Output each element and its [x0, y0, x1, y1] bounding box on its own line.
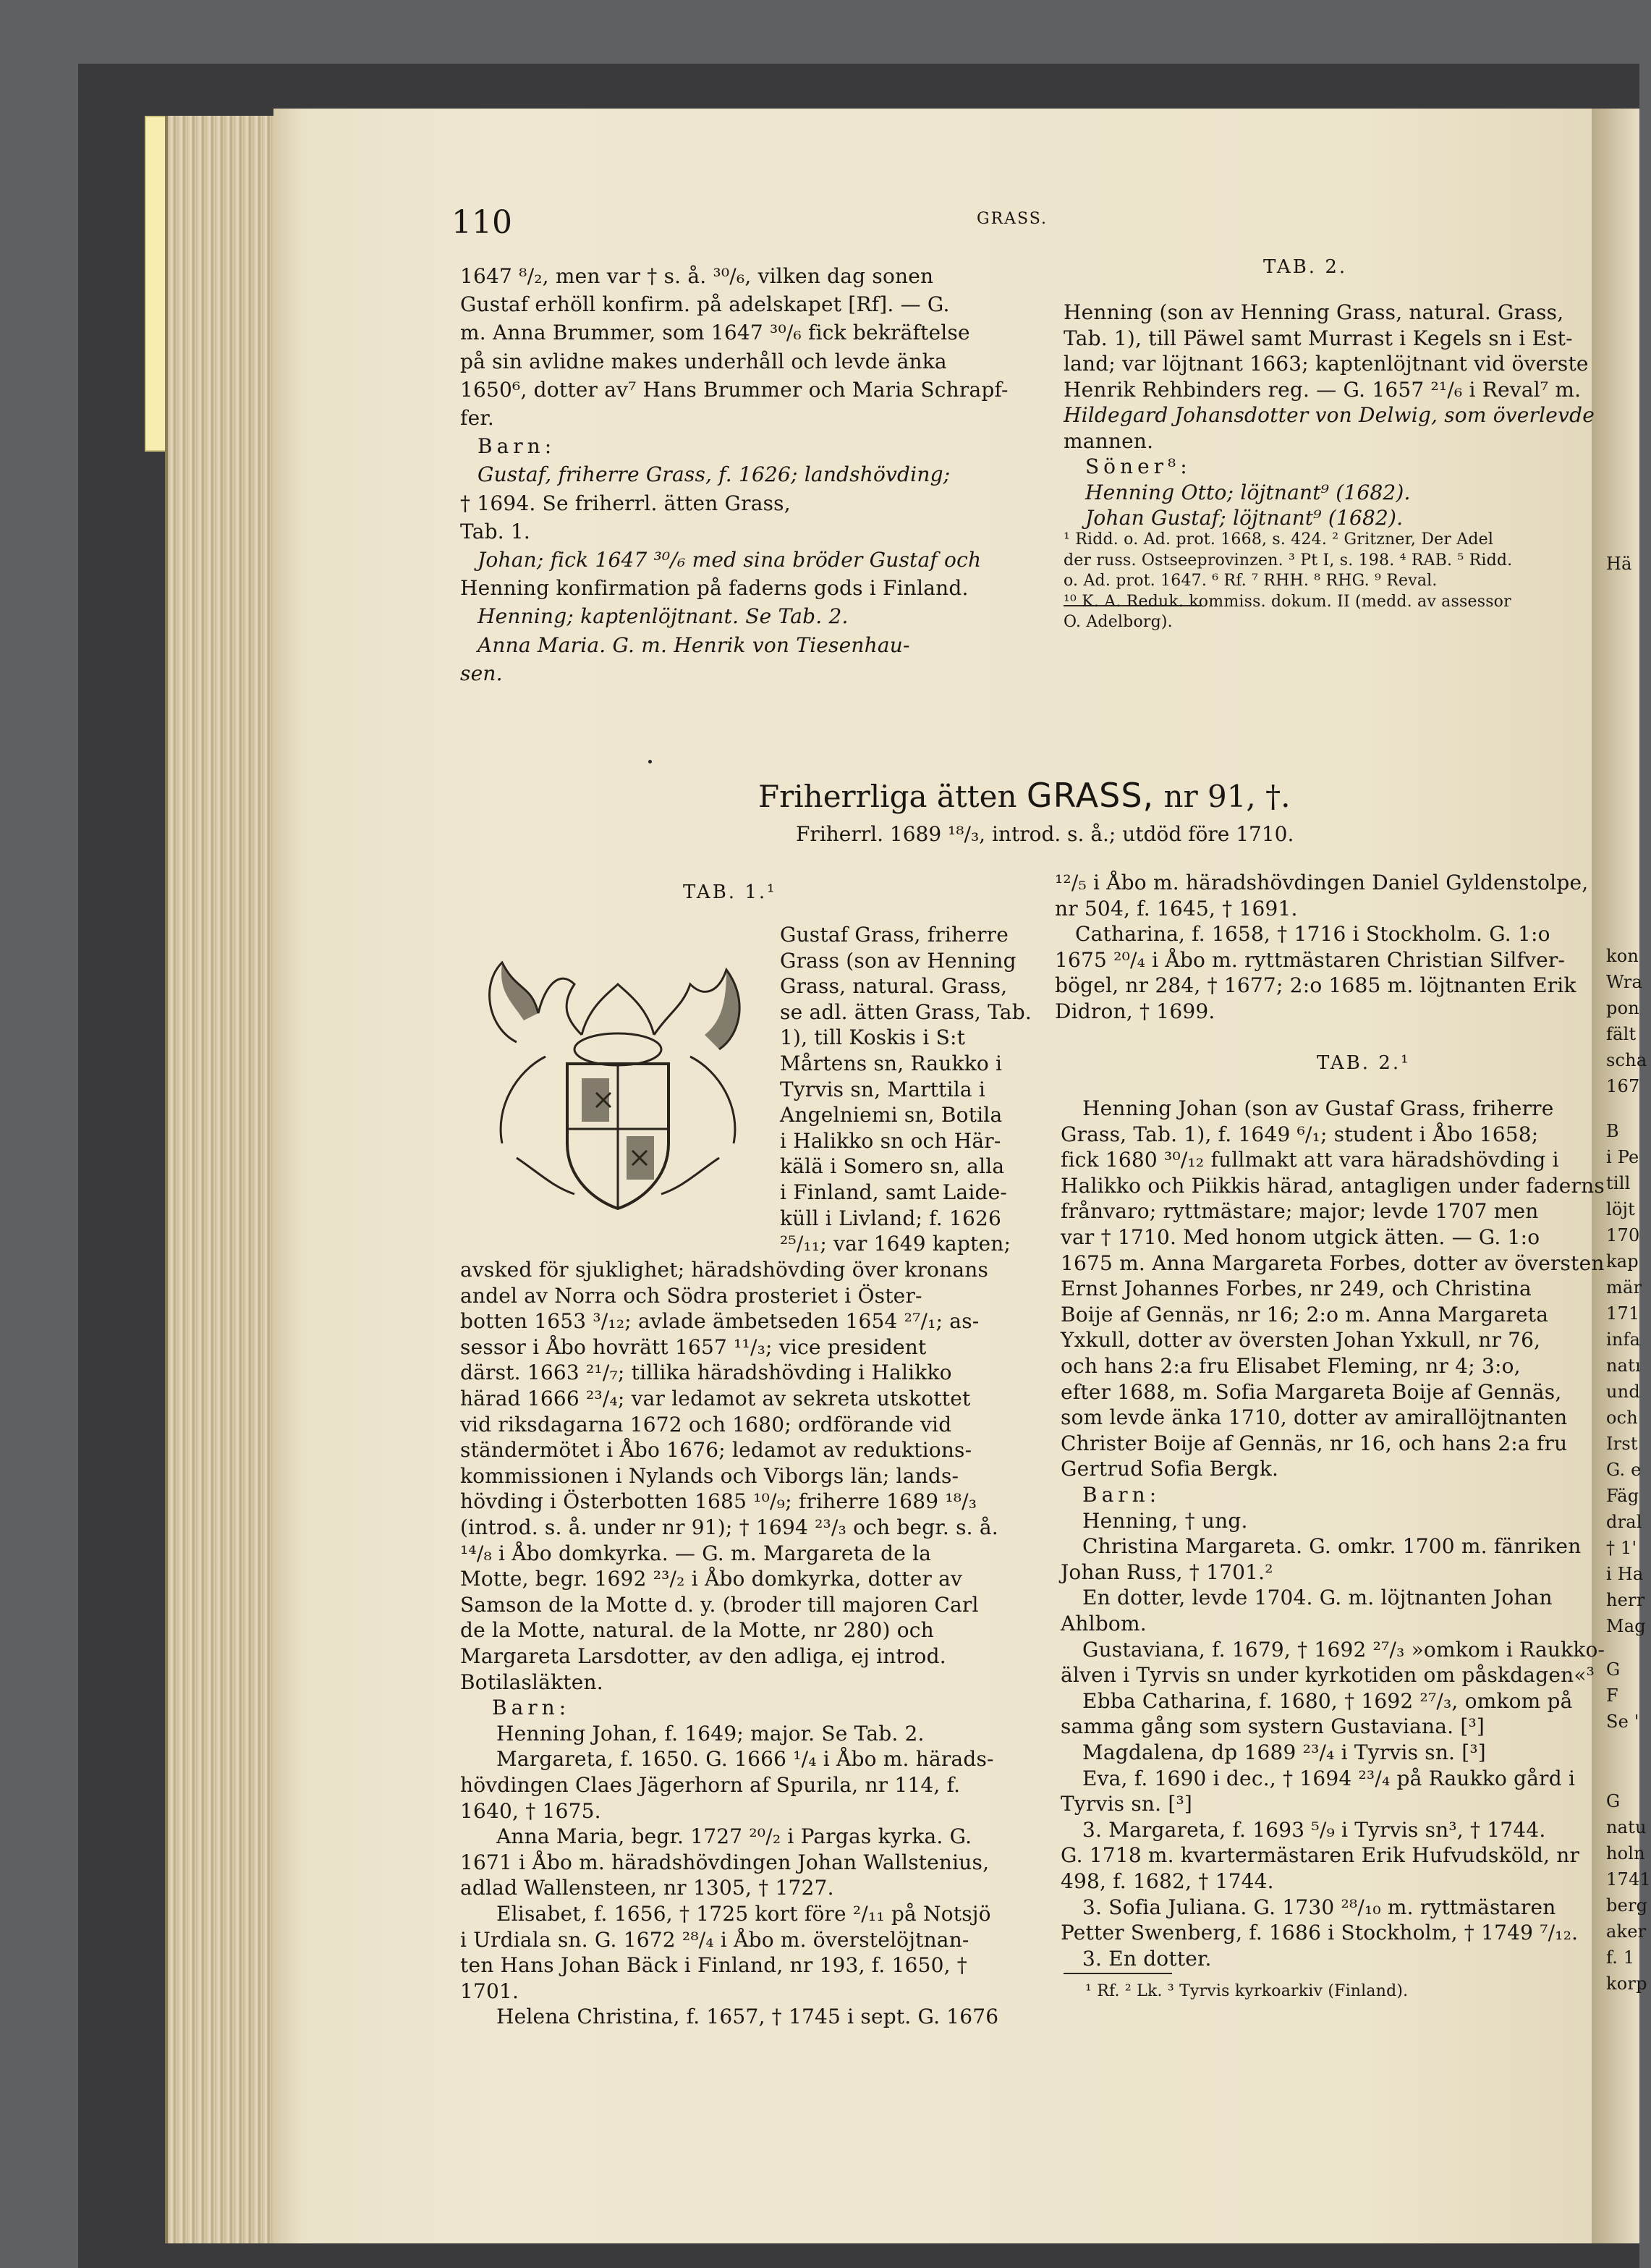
next-page-fragment: natı [1606, 1355, 1641, 1376]
right-main-line: Ebba Catharina, f. 1680, † 1692 ²⁷/₃, omkom på [1082, 1688, 1573, 1713]
footnote-line: ¹⁰ K. A. Reduk. kommiss. dokum. II (medd. av assessor [1064, 592, 1511, 611]
left-main-line: Margareta, f. 1650. G. 1666 ¹/₄ i Åbo m. härads- [496, 1747, 994, 1772]
left-main-line: avsked för sjuklighet; häradshövding över kronans [460, 1258, 989, 1282]
left-top-line: Gustaf, friherre Grass, f. 1626; landshövding; [478, 462, 951, 487]
left-top-line: † 1694. Se friherrl. ätten Grass, [460, 491, 791, 515]
family-subtitle: Friherrl. 1689 ¹⁸/₃, introd. s. å.; utdöd före 1710. [796, 822, 1294, 846]
next-page-fragment: 1741 [1606, 1869, 1651, 1890]
right-main-line: Christina Margareta. G. omkr. 1700 m. fänriken [1082, 1534, 1582, 1559]
beside-coa-line: Grass, natural. Grass, [780, 974, 1008, 999]
right-main-line: Ernst Johannes Forbes, nr 249, och Christina [1061, 1277, 1532, 1301]
next-page-fragment: löjt [1606, 1199, 1636, 1219]
next-page-fragment: till [1606, 1173, 1631, 1193]
next-page-fragment: G. e [1606, 1460, 1642, 1480]
next-page-fragment: † 1' [1606, 1538, 1637, 1558]
left-main-line: Samson de la Motte d. y. (broder till majoren Carl [460, 1592, 979, 1617]
left-top-line: fer. [460, 406, 494, 430]
right-main-top-line: 1675 ²⁰/₄ i Åbo m. ryttmästaren Christian Silfver- [1055, 947, 1566, 972]
tab-2-heading: TAB. 2. [1263, 256, 1348, 278]
right-top-line: Tab. 1), till Päwel samt Murrast i Kegels sn i Est- [1064, 326, 1573, 350]
left-main-line: Barn: [492, 1696, 571, 1720]
left-main-line: ständermötet i Åbo 1676; ledamot av reduktions- [460, 1438, 972, 1463]
left-top-line: m. Anna Brummer, som 1647 ³⁰/₆ fick bekräftelse [460, 321, 970, 345]
left-top-line: Johan; fick 1647 ³⁰/₆ med sina bröder Gustaf och [478, 548, 982, 572]
right-main-line: 3. En dotter. [1082, 1946, 1212, 1971]
next-page-fragment: i Ha [1606, 1564, 1644, 1584]
footnote-line: der russ. Ostseeprovinzen. ³ Pt I, s. 198. ⁴ RAB. ⁵ Ridd. [1064, 551, 1513, 570]
left-main-line: adlad Wallensteen, nr 1305, † 1727. [460, 1876, 834, 1900]
next-page-fragment: 170 [1606, 1225, 1640, 1245]
next-page-fragment: dral [1606, 1512, 1642, 1532]
beside-coa-line: 1), till Koskis i S:t [780, 1025, 966, 1050]
next-page-fragment: G [1606, 1659, 1621, 1680]
next-page-fragment: natu [1606, 1817, 1647, 1837]
right-main-line: Ahlbom. [1061, 1612, 1147, 1636]
left-main-line: Botilasläkten. [460, 1670, 603, 1694]
left-main-line: ten Hans Johan Bäck i Finland, nr 193, f. 1650, † [460, 1953, 967, 1978]
next-page-fragment: kon [1606, 946, 1639, 966]
left-main-line: härad 1666 ²³/₄; var ledamot av sekreta utskottet [460, 1387, 971, 1410]
right-main-line: 3. Sofia Juliana. G. 1730 ²⁸/₁₀ m. ryttmästaren [1082, 1895, 1556, 1919]
next-page-fragment: F [1606, 1685, 1618, 1706]
next-page-fragment: fält [1606, 1024, 1637, 1044]
right-main-line: Johan Russ, † 1701.² [1061, 1560, 1273, 1584]
right-main-top-line: Catharina, f. 1658, † 1716 i Stockholm. G. 1:o [1075, 922, 1550, 947]
right-top-line: Henning Otto; löjtnant⁹ (1682). [1085, 480, 1411, 504]
left-main-line: Margareta Larsdotter, av den adliga, ej introd. [460, 1644, 946, 1668]
beside-coa-line: Gustaf Grass, friherre [780, 923, 1009, 947]
beside-coa-line: küll i Livland; f. 1626 [780, 1206, 1001, 1230]
right-main-line: efter 1688, m. Sofia Margareta Boije af Gennäs, [1061, 1379, 1562, 1404]
right-main-line: Petter Swenberg, f. 1686 i Stockholm, † 1749 ⁷/₁₂. [1061, 1921, 1579, 1945]
right-main-line: Barn: [1082, 1483, 1161, 1507]
left-top-line: Henning; kaptenlöjtnant. Se Tab. 2. [478, 604, 849, 629]
tab-1-heading: TAB. 1.¹ [683, 881, 777, 903]
footnote-line: O. Adelborg). [1064, 613, 1173, 631]
left-top-line: sen. [460, 661, 503, 685]
left-main-line: Elisabet, f. 1656, † 1725 kort före ²/₁₁ på Notsjö [496, 1902, 991, 1926]
left-main-line: kommissionen i Nylands och Viborgs län; lands- [460, 1463, 959, 1488]
left-main-line: Anna Maria, begr. 1727 ²⁰/₂ i Pargas kyrka. G. [496, 1824, 972, 1849]
beside-coa-line: kälä i Somero sn, alla [780, 1154, 1005, 1179]
right-main-line: G. 1718 m. kvartermästaren Erik Hufvudsköld, nr [1061, 1843, 1580, 1868]
left-top-line: Henning konfirmation på faderns gods i Finland. [460, 576, 969, 601]
right-top-line: land; var löjtnant 1663; kaptenlöjtnant vid överste [1064, 352, 1589, 376]
right-main-line: Eva, f. 1690 i dec., † 1694 ²³/₄ på Raukko gård i [1082, 1766, 1576, 1790]
next-page-fragment: korp [1606, 1973, 1647, 1994]
right-main-top-line: Didron, † 1699. [1055, 999, 1215, 1023]
next-page-fragment: aker [1606, 1921, 1647, 1942]
next-page-fragment: scha [1606, 1050, 1647, 1070]
right-top-line: Hildegard Johansdotter von Delwig, som överlevde [1064, 403, 1595, 427]
next-page-fragment: holn [1606, 1843, 1645, 1863]
next-page-fragment: pon [1606, 998, 1639, 1018]
right-main-line: Henning, † ung. [1082, 1508, 1248, 1533]
right-main-line: Grass, Tab. 1), f. 1649 ⁶/₁; student i Åbo 1658; [1061, 1122, 1539, 1146]
beside-coa-line: ²⁵/₁₁; var 1649 kapten; [780, 1232, 1011, 1256]
left-top-line: 1650⁶, dotter av⁷ Hans Brummer och Maria Schrapf- [460, 377, 1009, 402]
right-main-line: och hans 2:a fru Elisabet Fleming, nr 4; 3:o, [1061, 1354, 1521, 1378]
left-main-line: 1701. [460, 1979, 519, 2003]
next-page-fragment: berg [1606, 1895, 1648, 1916]
next-page-fragment: f. 1 [1606, 1947, 1635, 1968]
right-main-line: Yxkull, dotter av översten Johan Yxkull, nr 76, [1061, 1328, 1541, 1353]
right-main-line: som levde änka 1710, dotter av amirallöjtnanten [1061, 1405, 1568, 1430]
right-main-top-line: nr 504, f. 1645, † 1691. [1055, 896, 1298, 921]
family-title-suffix: nr 91, †. [1163, 779, 1291, 814]
left-top-line: Barn: [478, 434, 556, 459]
running-head: GRASS. [977, 210, 1048, 228]
right-main-line: Gustaviana, f. 1679, † 1692 ²⁷/₃ »omkom i Raukko- [1082, 1637, 1605, 1662]
right-main-top-line: ¹²/₅ i Åbo m. häradshövdingen Daniel Gyldenstolpe, [1055, 871, 1589, 894]
footnote-rule-bottom [1064, 1973, 1172, 1974]
next-page-fragment: Irst [1606, 1434, 1638, 1454]
left-main-line: (introd. s. å. under nr 91); † 1694 ²³/₃ och begr. s. å. [460, 1515, 998, 1539]
left-main-line: sessor i Åbo hovrätt 1657 ¹¹/₃; vice president [460, 1334, 927, 1359]
beside-coa-line: se adl. ätten Grass, Tab. [780, 999, 1032, 1024]
next-page-fragment: Wra [1606, 972, 1642, 992]
page-number: 110 [451, 204, 512, 241]
next-page-fragment: 171 [1606, 1303, 1640, 1324]
next-page-fragment: mär [1606, 1277, 1642, 1298]
coat-of-arms-icon [473, 941, 763, 1230]
next-page-fragment: kap [1606, 1251, 1639, 1271]
left-main-line: vid riksdagarna 1672 och 1680; ordförande vid [460, 1412, 952, 1436]
beside-coa-line: Angelniemi sn, Botila [780, 1103, 1003, 1127]
right-top-line: mannen. [1064, 428, 1154, 453]
beside-coa-line: i Finland, samt Laide- [780, 1180, 1008, 1204]
left-main-line: ¹⁴/₈ i Åbo domkyrka. — G. m. Margareta de la [460, 1541, 932, 1565]
right-top-line: Henning (son av Henning Grass, natural. Grass, [1064, 300, 1564, 324]
left-main-line: hövdingen Claes Jägerhorn af Spurila, nr 114, f. [460, 1773, 961, 1797]
left-main-line: 1671 i Åbo m. häradshövdingen Johan Wallstenius, [460, 1850, 990, 1874]
next-page-fragment: 167 [1606, 1076, 1640, 1096]
left-top-line: Tab. 1. [460, 519, 531, 543]
left-main-line: 1640, † 1675. [460, 1798, 601, 1823]
right-main-line: samma gång som systern Gustaviana. [³] [1061, 1714, 1485, 1739]
left-main-line: Helena Christina, f. 1657, † 1745 i sept. G. 1676 [496, 2005, 999, 2029]
beside-coa-line: Grass (son av Henning [780, 948, 1017, 973]
next-page-fragment: und [1606, 1381, 1640, 1402]
left-top-line: Anna Maria. G. m. Henrik von Tiesenhau- [478, 632, 910, 657]
stray-dot [648, 760, 652, 763]
right-main-line: En dotter, levde 1704. G. m. löjtnanten Johan [1082, 1586, 1553, 1610]
right-main-line: Gertrud Sofia Bergk. [1061, 1457, 1279, 1481]
right-top-line: Söner⁸: [1085, 454, 1192, 478]
right-main-line: Tyrvis sn. [³] [1061, 1792, 1192, 1816]
left-main-line: i Urdiala sn. G. 1672 ²⁸/₄ i Åbo m. överstelöjtnan- [460, 1927, 969, 1952]
beside-coa-line: i Halikko sn och Här- [780, 1128, 1001, 1153]
footnote-line: o. Ad. prot. 1647. ⁶ Rf. ⁷ RHH. ⁸ RHG. ⁹ Reval. [1064, 572, 1438, 590]
left-main-line: de la Motte, natural. de la Motte, nr 280) och [460, 1618, 934, 1643]
left-top-line: 1647 ⁸/₂, men var † s. å. ³⁰/₆, vilken dag sonen [460, 264, 934, 288]
beside-coa-line: Mårtens sn, Raukko i [780, 1052, 1003, 1075]
right-main-line: var † 1710. Med honom utgick ätten. — G. 1:o [1061, 1225, 1540, 1249]
right-main-line: Boije af Gennäs, nr 16; 2:o m. Anna Margareta [1061, 1302, 1549, 1326]
right-main-line: fick 1680 ³⁰/₁₂ fullmakt att vara häradshövding i [1061, 1148, 1559, 1172]
left-main-line: Motte, begr. 1692 ²³/₂ i Åbo domkyrka, dotter av [460, 1567, 963, 1591]
right-main-line: 1675 m. Anna Margareta Forbes, dotter av översten [1061, 1251, 1605, 1275]
next-page-fragment: G [1606, 1791, 1621, 1811]
family-title-prefix: Friherrliga ätten [758, 779, 1017, 814]
left-main-line: därst. 1663 ²¹/₇; tillika häradshövding i Halikko [460, 1361, 952, 1385]
page-edges [165, 116, 291, 2243]
left-main-line: Henning Johan, f. 1649; major. Se Tab. 2. [496, 1721, 925, 1746]
tab-2-main-heading: TAB. 2.¹ [1317, 1052, 1411, 1074]
right-main-line: 498, f. 1682, † 1744. [1061, 1869, 1274, 1893]
next-page-fragment: Se ' [1606, 1711, 1639, 1732]
right-main-line: Henning Johan (son av Gustaf Grass, friherre [1082, 1096, 1554, 1120]
family-title-name: GRASS, [1026, 776, 1155, 815]
footnote-line: ¹ Ridd. o. Ad. prot. 1668, s. 424. ² Gritzner, Der Adel [1064, 530, 1494, 549]
next-page-fragment: i Pe [1606, 1147, 1639, 1167]
left-top-line: Gustaf erhöll konfirm. på adelskapet [Rf]. — G. [460, 292, 950, 317]
right-main-line: Halikko och Piikkis härad, antagligen under faderns [1061, 1173, 1605, 1198]
bottom-footnote: ¹ Rf. ² Lk. ³ Tyrvis kyrkoarkiv (Finland). [1085, 1982, 1409, 2000]
next-page-fragment: herr [1606, 1590, 1645, 1610]
right-main-line: Christer Boije af Gennäs, nr 16, och hans 2:a fru [1061, 1431, 1568, 1455]
next-page-fragment: och [1606, 1408, 1638, 1428]
beside-coa-line: Tyrvis sn, Marttila i [780, 1077, 986, 1101]
left-main-line: andel av Norra och Södra prosteriet i Öster- [460, 1283, 922, 1308]
right-main-line: älven i Tyrvis sn under kyrkotiden om påskdagen«³ [1061, 1663, 1595, 1688]
next-page-fragment: Fäg [1606, 1486, 1639, 1506]
next-page-fragment: infa [1606, 1329, 1641, 1350]
family-title [758, 776, 1291, 815]
right-main-line: frånvaro; ryttmästare; major; levde 1707 men [1061, 1199, 1539, 1224]
next-page-fragment: Mag [1606, 1616, 1646, 1636]
right-main-top-line: bögel, nr 284, † 1677; 2:o 1685 m. löjtnanten Erik [1055, 973, 1576, 998]
next-page-fragment: Hä [1606, 554, 1632, 574]
right-top-line: Henrik Rehbinders reg. — G. 1657 ²¹/₆ i Reval⁷ m. [1064, 377, 1582, 402]
left-main-line: hövding i Österbotten 1685 ¹⁰/₉; friherre 1689 ¹⁸/₃ [460, 1489, 977, 1514]
right-main-line: Magdalena, dp 1689 ²³/₄ i Tyrvis sn. [³] [1082, 1740, 1486, 1764]
right-top-line: Johan Gustaf; löjtnant⁹ (1682). [1085, 506, 1404, 530]
left-top-line: på sin avlidne makes underhåll och levde änka [460, 349, 947, 373]
next-page-fragment: B [1606, 1121, 1619, 1141]
left-main-line: botten 1653 ³/₁₂; avlade ämbetseden 1654 ²⁷/₁; as- [460, 1309, 980, 1334]
right-main-line: 3. Margareta, f. 1693 ⁵/₉ i Tyrvis sn³, † 1744. [1082, 1817, 1546, 1842]
